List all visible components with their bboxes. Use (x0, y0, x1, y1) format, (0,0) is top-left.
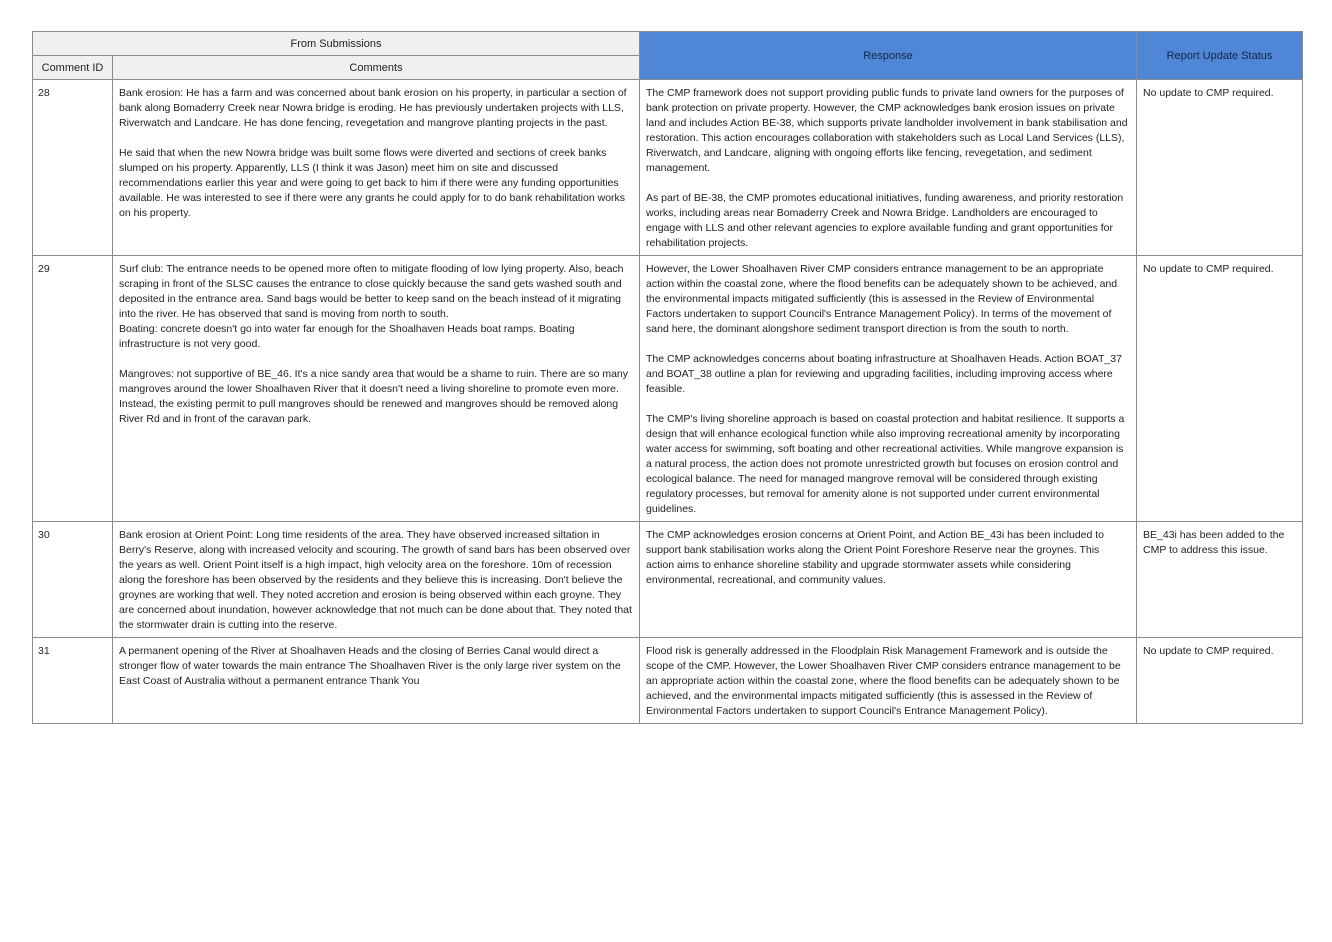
table-row (33, 80, 1303, 256)
status-cell: BE_43i has been added to the CMP to address this issue. (1137, 522, 1303, 638)
header-report-update-status: Report Update Status (1137, 32, 1303, 80)
comment-id-cell: 29 (33, 256, 113, 522)
table-row (33, 638, 1303, 724)
comment-paragraph: A permanent opening of the River at Shoalhaven Heads and the closing of Berries Canal would direct a stronger flow of water towards the main entrance The Shoalhaven River is the only large river system on the East Coast of Australia without a permanent entrance Thank You (119, 645, 621, 687)
table-row (33, 522, 1303, 638)
response-paragraph: As part of BE-38, the CMP promotes educational initiatives, funding awareness, and priority restoration works, including areas near Bomaderry Creek and Nowra Bridge. Landholders are encouraged to engage with LLS and other relevant agencies to explore available funding and grant opportunities for rehabilitation projects. (646, 192, 1124, 249)
comment-paragraph: Surf club: The entrance needs to be opened more often to mitigate flooding of low lying property. Also, beach scraping in front of the SLSC causes the entrance to close quickly because the sand gets washed south and deposited in the entrance area. Sand bags would be better to keep sand on the beach instead of it migrating into the river. He has observed that sand is moving from north to south. (119, 263, 624, 320)
comment-id-cell: 31 (33, 638, 113, 724)
comment-paragraph: Boating: concrete doesn't go into water far enough for the Shoalhaven Heads boat ramps. Boating infrastructure is not very good. (119, 323, 575, 350)
response-cell (640, 638, 1137, 724)
comment-id-cell: 28 (33, 80, 113, 256)
status-cell: No update to CMP required. (1137, 256, 1303, 522)
table-row (33, 256, 1303, 522)
response-paragraph: The CMP acknowledges erosion concerns at Orient Point, and Action BE_43i has been included to support bank stabilisation works along the Orient Point Foreshore Reserve near the groynes. This action aims to enhance shoreline stability and upgrade stormwater assets while considering environmental, recreational, and community values. (646, 529, 1105, 586)
comments-cell (113, 256, 640, 522)
comments-cell (113, 522, 640, 638)
response-paragraph: Flood risk is generally addressed in the Floodplain Risk Management Framework and is outside the scope of the CMP. However, the Lower Shoalhaven River CMP considers entrance management to be an appropriate action within the coastal zone, where the flood benefits can be adequately shown to be achieved, and the environmental impacts mitigated sufficiently (this is assessed in the Review of Environmental Factors undertaken to support Council's Entrance Management Policy). (646, 645, 1121, 717)
submissions-table (32, 31, 1303, 724)
response-paragraph: However, the Lower Shoalhaven River CMP considers entrance management to be an appropriate action within the coastal zone, where the flood benefits can be adequately shown to be achieved, and the environmental impacts mitigated sufficiently (this is assessed in the Review of Environmental Factors undertaken to support Council's Entrance Management Policy). In terms of the movement of sand here, the dominant alongshore sediment transport direction is from the south to north. (646, 263, 1118, 335)
status-cell: No update to CMP required. (1137, 638, 1303, 724)
header-response: Response (640, 32, 1137, 80)
response-cell (640, 522, 1137, 638)
status-cell: No update to CMP required. (1137, 80, 1303, 256)
header-comment-id: Comment ID (33, 56, 113, 80)
response-paragraph: The CMP acknowledges concerns about boating infrastructure at Shoalhaven Heads. Action BOAT_37 and BOAT_38 outline a plan for reviewing and upgrading facilities, including improving access where feasible. (646, 353, 1122, 395)
comments-cell (113, 80, 640, 256)
header-from-submissions: From Submissions (33, 32, 640, 56)
response-cell (640, 256, 1137, 522)
comments-cell (113, 638, 640, 724)
comment-paragraph: Mangroves: not supportive of BE_46. It's a nice sandy area that would be a shame to ruin. There are so many mangroves around the lower Shoalhaven River that it doesn't need a living shoreline to promote even more. Instead, the existing permit to pull mangroves should be renewed and mangroves should be removed along River Rd and in front of the caravan park. (119, 368, 629, 425)
comment-paragraph: He said that when the new Nowra bridge was built some flows were diverted and sections of creek banks slumped on his property. Apparently, LLS (I think it was Jason) meet him on site and discussed recommendations earlier this year and were going to get back to him if there were any funding opportunities available. He was interested to see if there were any grants he could apply for to do bank rehabilitation works on his property. (119, 147, 626, 219)
comment-paragraph: Bank erosion: He has a farm and was concerned about bank erosion on his property, in particular a section of bank along Bomaderry Creek near Nowra bridge is eroding. He has previously undertaken projects with LLS, Riverwatch and Landcare. He has done fencing, revegetation and mangrove planting projects in the past. (119, 87, 627, 129)
response-paragraph: The CMP framework does not support providing public funds to private land owners for the purposes of bank protection on private property. However, the CMP acknowledges bank erosion issues on private land and includes Action BE-38, which supports private landholder involvement in bank stabilisation and restoration. This action encourages collaboration with stakeholders such as Local Land Services (LLS), Riverwatch, and Landcare, aligning with ongoing efforts like fencing, revegetation, and sediment management. (646, 87, 1128, 174)
response-paragraph: The CMP's living shoreline approach is based on coastal protection and habitat resilience. It supports a design that will enhance ecological function while also improving recreational amenity by incorporating water access for swimming, soft boating and other recreational activities. While mangrove expansion is a natural process, the action does not promote unrestricted growth but focuses on erosion control and ecological balance. The need for managed mangrove removal will be considered through existing regulatory processes, but removal for amenity alone is not supported under current environmental guidelines. (646, 413, 1125, 515)
header-comments: Comments (113, 56, 640, 80)
comment-id-cell: 30 (33, 522, 113, 638)
response-cell (640, 80, 1137, 256)
comment-paragraph: Bank erosion at Orient Point: Long time residents of the area. They have observed increased siltation in Berry's Reserve, along with increased velocity and scouring. The growth of sand bars has been observed over the years as well. Orient Point itself is a high impact, high velocity area on the foreshore. 10m of recession along the foreshore has been observed by the residents and they believe this is increasing. Don't believe the groynes are working that well. They noted accretion and erosion is being observed within each groyne. They are concerned about inundation, however acknowledge that not much can be done about that. They noted that the stormwater drain is cutting into the reserve. (119, 529, 632, 631)
